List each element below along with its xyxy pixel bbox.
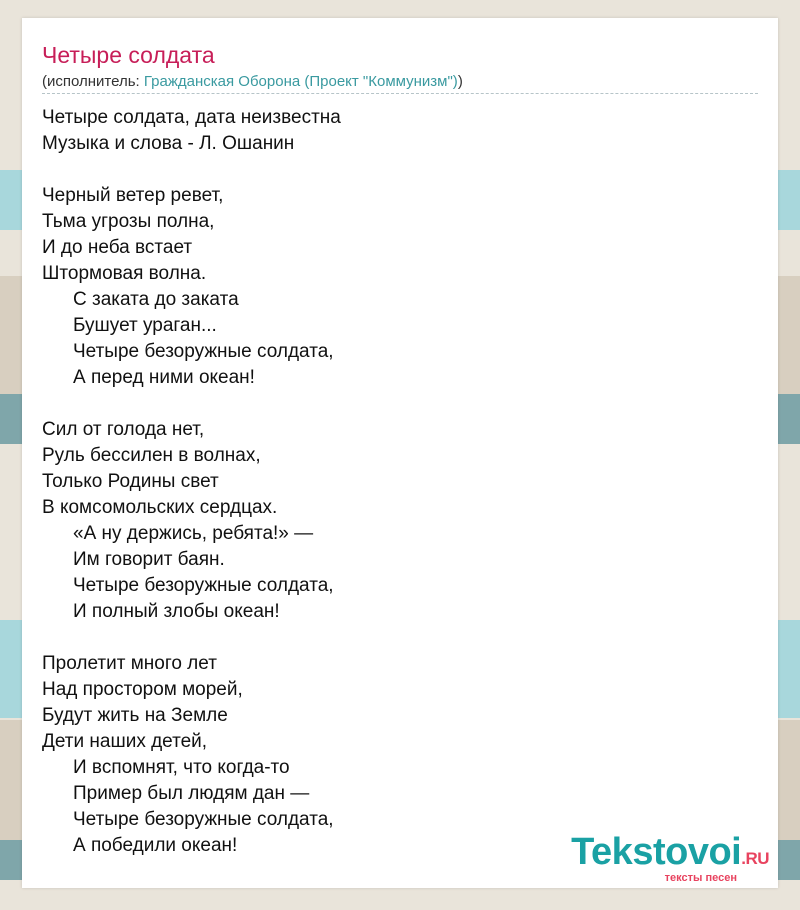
stanza-gap: [42, 157, 742, 183]
lyrics-text: [42, 105, 742, 859]
lyric-line: Музыка и слова - Л. Ошанин: [42, 133, 295, 154]
lyric-line: И до неба встает: [42, 237, 193, 258]
artist-meta-prefix: (исполнитель:: [42, 73, 144, 90]
chorus-line: Бушует ураган...: [73, 315, 217, 336]
song-title: Четыре солдата: [42, 42, 215, 68]
stanza-gap: [42, 625, 742, 651]
lyric-line: Над простором морей,: [42, 679, 243, 700]
lyric-line: Черный ветер ревет,: [42, 185, 224, 206]
lyric-line: Руль бессилен в волнах,: [42, 445, 261, 466]
title-separator: [42, 93, 758, 94]
logo-tld: .RU: [741, 849, 769, 868]
lyric-line: Дети наших детей,: [42, 731, 208, 752]
chorus-line: Им говорит баян.: [73, 549, 225, 570]
tekstovoi-logo[interactable]: [571, 833, 769, 884]
artist-link[interactable]: Гражданская Оборона (Проект "Коммунизм"): [143, 73, 458, 90]
chorus-line: А победили океан!: [73, 835, 238, 856]
chorus-line: И вспомнят, что когда-то: [73, 757, 290, 778]
lyric-line: Четыре солдата, дата неизвестна: [42, 107, 341, 128]
chorus-line: Четыре безоружные солдата,: [73, 341, 334, 362]
chorus-line: И полный злобы океан!: [73, 601, 280, 622]
chorus-line: Четыре безоружные солдата,: [73, 809, 334, 830]
logo-subtitle: тексты песен: [664, 872, 737, 884]
lyric-line: Пролетит много лет: [42, 653, 217, 674]
chorus-line: Пример был людям дан —: [73, 783, 310, 804]
chorus-line: «А ну держись, ребята!» —: [73, 523, 314, 544]
artist-meta-suffix: ): [457, 73, 463, 90]
lyric-line: В комсомольских сердцах.: [42, 497, 278, 518]
chorus-line: С заката до заката: [73, 289, 239, 310]
chorus-line: А перед ними океан!: [73, 367, 255, 388]
chorus-line: Четыре безоружные солдата,: [73, 575, 334, 596]
logo-name: Tekstovoi: [571, 831, 742, 873]
artist-meta: [42, 73, 463, 90]
lyric-line: Штормовая волна.: [42, 263, 207, 284]
stanza-gap: [42, 391, 742, 417]
lyric-line: Сил от голода нет,: [42, 419, 205, 440]
lyric-line: Будут жить на Земле: [42, 705, 228, 726]
lyrics-card: [22, 18, 778, 888]
lyric-line: Только Родины свет: [42, 471, 219, 492]
lyric-line: Тьма угрозы полна,: [42, 211, 215, 232]
